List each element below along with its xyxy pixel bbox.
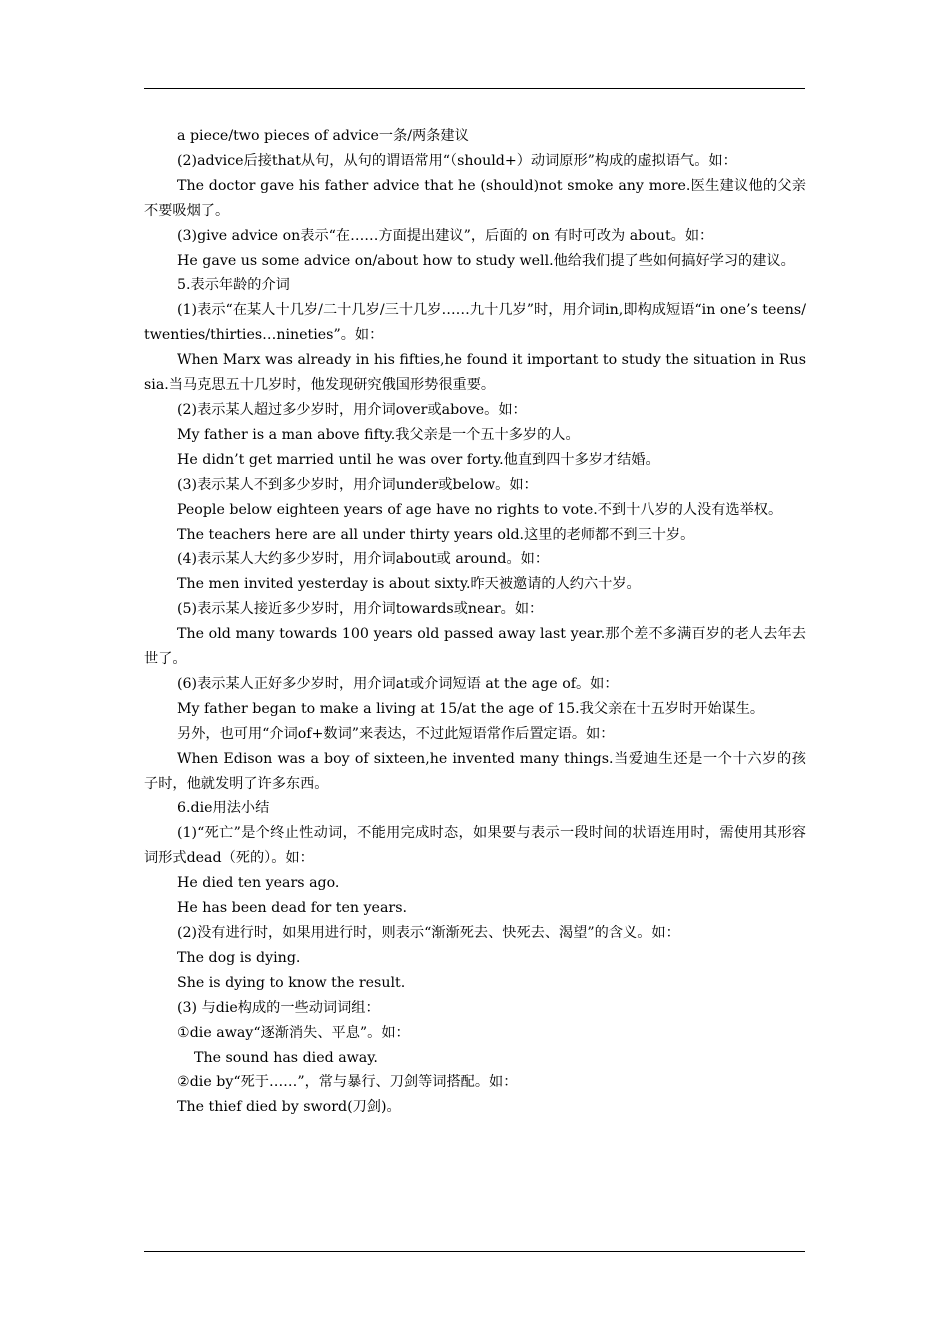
- paragraph: (2)表示某人超过多少岁时，用介词over或above。如：: [177, 401, 527, 418]
- paragraph: He has been dead for ten years.: [177, 900, 407, 917]
- paragraph: The sound has died away.: [194, 1049, 378, 1066]
- paragraph: He didn’t get married until he was over forty.他直到四十多岁才结婚。: [177, 451, 660, 468]
- paragraph: (2)advice后接that从句，从句的谓语常用“（should+）动词原形”构成的虚拟语气。如：: [177, 152, 737, 169]
- paragraph: He gave us some advice on/about how to study well.他给我们提了些如何搞好学习的建议。: [177, 252, 795, 269]
- paragraph: The old many towards 100 years old passed away last year.那个差不多满百岁的老人去年去世了。: [144, 626, 806, 668]
- paragraph: The thief died by sword(刀剑)。: [177, 1099, 401, 1116]
- paragraph: My father is a man above fifty.我父亲是一个五十多岁的人。: [177, 426, 580, 443]
- paragraph: When Marx was already in his fifties,he found it important to study the situation in Russia.当马克思五十几岁时，他发现研究俄国形势很重要。: [144, 352, 806, 394]
- paragraph: ②die by“死于……”，常与暴行、刀剑等词搭配。如：: [177, 1074, 518, 1091]
- paragraph: (5)表示某人接近多少岁时，用介词towards或near。如：: [177, 601, 544, 618]
- section-heading: 6.die用法小结: [177, 800, 270, 817]
- paragraph: (4)表示某人大约多少岁时，用介词about或 around。如：: [177, 551, 550, 568]
- paragraph: My father began to make a living at 15/at the age of 15.我父亲在十五岁时开始谋生。: [177, 700, 765, 717]
- paragraph: (2)没有进行时，如果用进行时，则表示“渐渐死去、快死去、渴望”的含义。如：: [177, 925, 680, 941]
- paragraph: The dog is dying.: [177, 949, 301, 966]
- paragraph: The men invited yesterday is about sixty.昨天被邀请的人约六十岁。: [177, 576, 641, 593]
- paragraph: The teachers here are all under thirty years old.这里的老师都不到三十岁。: [177, 526, 695, 543]
- paragraph: (6)表示某人正好多少岁时，用介词at或介词短语 at the age of。如：: [177, 675, 619, 692]
- paragraph: (3)give advice on表示“在……方面提出建议”，后面的 on 有时可改为 about。如：: [177, 227, 714, 244]
- paragraph: (3) 与die构成的一些动词词组：: [177, 999, 380, 1016]
- paragraph: a piece/two pieces of advice一条/两条建议: [177, 128, 469, 144]
- paragraph: The doctor gave his father advice that he (should)not smoke any more.医生建议他的父亲不要吸烟了。: [144, 177, 806, 219]
- paragraph: (1)“死亡”是个终止性动词，不能用完成时态，如果要与表示一段时间的状语连用时，需使用其形容词形式dead（死的）。如：: [144, 825, 806, 867]
- section-heading: 5.表示年龄的介词: [177, 277, 290, 294]
- paragraph: (3)表示某人不到多少岁时，用介词under或below。如：: [177, 476, 538, 493]
- document-body: [144, 124, 806, 1120]
- paragraph: (1)表示“在某人十几岁/二十几岁/三十几岁……九十几岁”时，用介词in,即构成短语“in one’s teens/twenties/thirties…nineties”。如：: [144, 302, 806, 344]
- paragraph: 另外，也可用“介词of+数词”来表达，不过此短语常作后置定语。如：: [177, 725, 615, 742]
- paragraph: She is dying to know the result.: [177, 974, 406, 991]
- paragraph: He died ten years ago.: [177, 875, 340, 892]
- footer-rule: [144, 1251, 805, 1252]
- paragraph: ①die away“逐渐消失、平息”。如：: [177, 1024, 410, 1041]
- header-rule: [144, 88, 805, 89]
- paragraph: People below eighteen years of age have no rights to vote.不到十八岁的人没有选举权。: [177, 501, 783, 518]
- paragraph: When Edison was a boy of sixteen,he invented many things.当爱迪生还是一个十六岁的孩子时，他就发明了许多东西。: [144, 750, 806, 792]
